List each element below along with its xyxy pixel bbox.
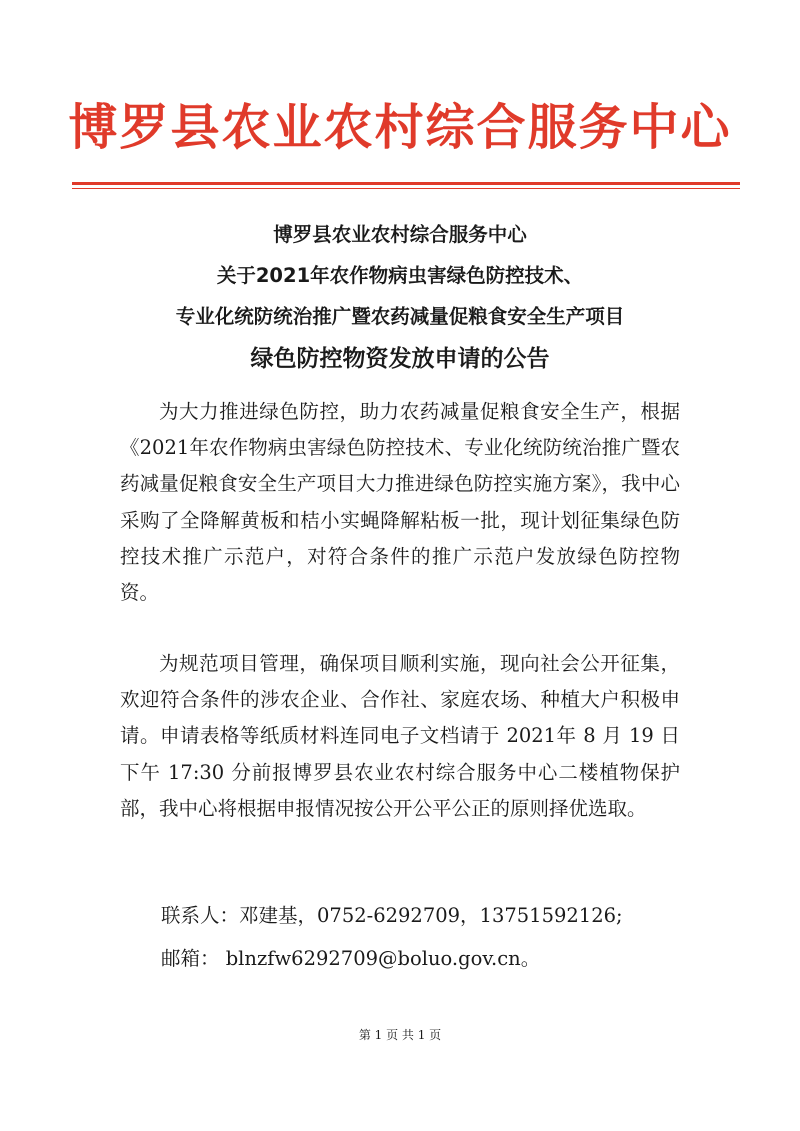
title-line-2: 关于2021年农作物病虫害绿色防控技术、 (216, 264, 584, 287)
title-line-3: 专业化统防统治推广暨农药减量促粮食安全生产项目 (175, 305, 625, 328)
body-paragraph-1: 为大力推进绿色防控，助力农药减量促粮食安全生产，根据《2021年农作物病虫害绿色防控技术、专业化统防统治推广暨农药减量促粮食安全生产项目大力推进绿色防控实施方案》，我中心采购了全降解黄板和桔小实蝇降解粘板一批，现计划征集绿色防控技术推广示范户，对符合条件的推广示范户发放绿色防控物资。 (120, 400, 680, 605)
contact-person: 联系人：邓建基，0752-6292709，13751592126; (161, 904, 623, 927)
letterhead-org-name: 博罗县农业农村综合服务中心 (68, 98, 732, 156)
contact-email: 邮箱： blnzfw6292709@boluo.gov.cn。 (161, 947, 541, 970)
page-number-footer: 第 1 页 共 1 页 (358, 1028, 442, 1042)
title-line-1: 博罗县农业农村综合服务中心 (273, 223, 527, 246)
body-paragraph-1-block (120, 394, 680, 611)
body-paragraph-2: 为规范项目管理，确保项目顺利实施，现向社会公开征集，欢迎符合条件的涉农企业、合作社、家庭农场、种植大户积极申请。申请表格等纸质材料连同电子文档请于 2021年 8 月 19 日下午 17:30 分前报博罗县农业农村综合服务中心二楼植物保护部，我中心将根据申报情况按公开公平公正的原则择优选取。 (120, 652, 680, 820)
title-line-4: 绿色防控物资发放申请的公告 (250, 346, 550, 372)
body-paragraph-2-block (120, 646, 680, 827)
letterhead-rule-thick (72, 182, 740, 185)
letterhead-rule-thin (72, 188, 740, 189)
